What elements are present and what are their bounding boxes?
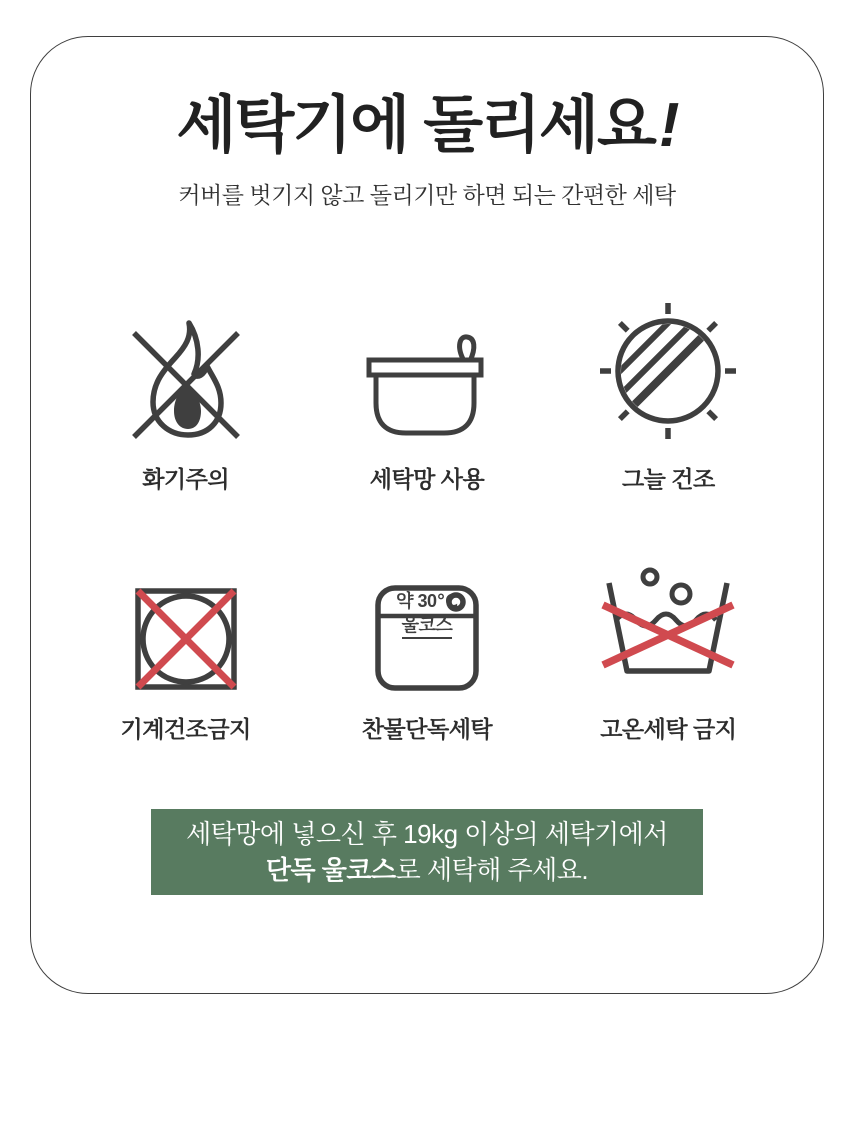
laundry-net-icon bbox=[366, 301, 488, 441]
washer-course-line: 울코스 bbox=[402, 613, 453, 639]
care-label: 기계건조금지 bbox=[120, 716, 251, 742]
washer-course-text bbox=[375, 589, 479, 639]
notice-line-2 bbox=[266, 852, 588, 888]
notice-line-2-bold: 단독 울코스 bbox=[265, 855, 396, 885]
page-title-text: 세탁기에 돌리세요 bbox=[176, 91, 655, 160]
page-title bbox=[31, 37, 823, 163]
cold-separate-wash-icon bbox=[375, 551, 479, 691]
fire-caution-icon bbox=[129, 301, 243, 441]
shade-dry-icon bbox=[598, 301, 738, 441]
notice-line-2-rest: 로 세탁해 주세요. bbox=[395, 855, 589, 885]
care-label: 세탁망 사용 bbox=[369, 466, 485, 492]
page-subtitle: 커버를 벗기지 않고 돌리기만 하면 되는 간편한 세탁 bbox=[178, 182, 676, 208]
care-cell-laundry-net bbox=[306, 301, 547, 493]
instruction-card bbox=[30, 36, 824, 994]
wash-notice-banner bbox=[151, 809, 703, 895]
no-hot-wash-icon bbox=[601, 551, 735, 691]
care-label: 찬물단독세탁 bbox=[361, 716, 493, 742]
notice-line-1: 세탁망에 넣으신 후 19kg 이상의 세탁기에서 bbox=[186, 819, 668, 849]
care-cell-fire-caution bbox=[65, 301, 306, 493]
washer-temp-line: 약 30℃ bbox=[396, 591, 458, 611]
care-label: 고온세탁 금지 bbox=[600, 716, 737, 742]
care-symbol-grid bbox=[65, 301, 789, 743]
care-cell-no-tumble-dry bbox=[65, 551, 306, 743]
care-label: 화기주의 bbox=[142, 466, 230, 492]
care-cell-shade-dry bbox=[548, 301, 789, 493]
no-tumble-dry-icon bbox=[134, 551, 238, 691]
care-cell-no-hot-wash bbox=[548, 551, 789, 743]
care-label: 그늘 건조 bbox=[621, 466, 715, 492]
care-cell-cold-separate-wash bbox=[306, 551, 547, 743]
page-title-exclamation: ! bbox=[658, 91, 678, 160]
